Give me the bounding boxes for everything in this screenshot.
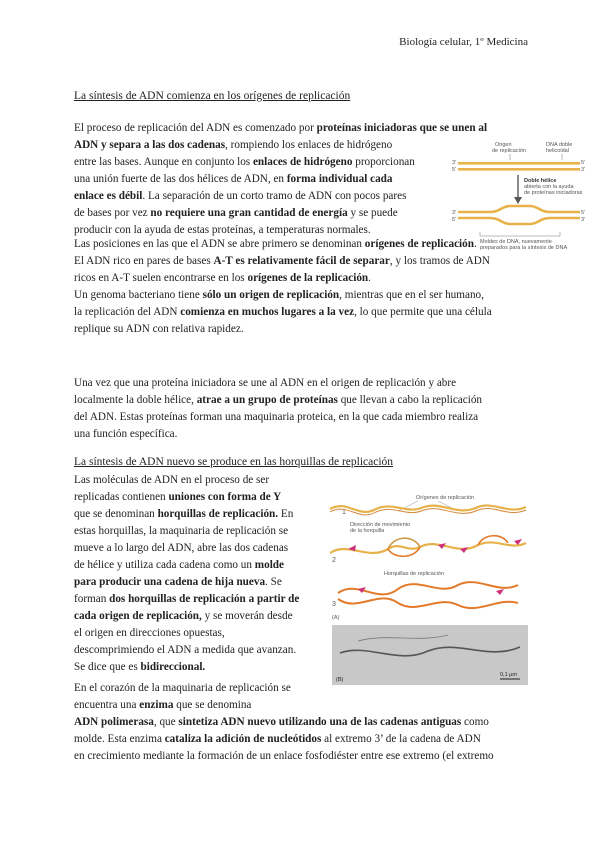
fig1-helix-label-3: de proteínas iniciadoras [524,190,583,196]
bold-text: A-T es relativamente fácil de separar [213,255,390,267]
text-run: que se denominan [74,508,158,520]
paragraph-replication-origins [74,236,492,338]
text-line [74,659,299,676]
fig1-dna-label: DNA doble [546,142,573,148]
text-run: el origen en direcciones opuestas, [74,627,225,639]
text-run: una unión fuerte de las dos hélices de ADN, en [74,173,287,185]
text-line [74,287,492,304]
fig2-panel-a: (A) [332,615,340,621]
text-run: , lo que permite que una célula [354,306,492,318]
text-run: molde. Esta enzima [74,733,165,745]
fig1-origin-label-2: de replicación [492,148,526,154]
fig2-micrograph [332,625,528,685]
bold-text: enzima [139,699,174,711]
bold-text: proteínas iniciadoras que se unen al [316,122,488,134]
fig1-open-top-strand [458,206,580,212]
text-line [74,171,487,188]
text-line [74,472,299,489]
text-run: . [368,272,371,284]
paragraph-initiator-proteins [74,120,487,239]
text-run: Se dice que es [74,661,141,673]
text-run: como [461,716,489,728]
fig2-origins-label: Orígenes de replicación [416,495,475,501]
text-run: En [278,508,294,520]
text-run: Una vez que una proteína iniciadora se une al ADN en el origen de replicación y abre [74,377,457,389]
text-run: del ADN. Estas proteínas forman una maquinaria proteica, en la que cada miembro realiza [74,411,479,423]
text-run: , rompiendo los enlaces de hidrógeno [225,139,393,151]
bold-text: comienza en muchos lugares a la vez [180,306,355,318]
text-line [74,714,494,731]
fig2-step-3: 3 [332,601,336,608]
bold-text: enlaces de hidrógeno [252,156,353,168]
fig1-helix-label-2: abierta con la ayuda [524,184,574,190]
text-run: descomprimiendo el ADN a medida que avanzan. [74,644,297,656]
heading-origins: La síntesis de ADN comienza en los orígenes de replicación [74,90,351,102]
text-line [74,304,492,321]
fig2-step-2: 2 [332,557,336,564]
fig2-forks-label: Horquillas de replicación [384,571,444,577]
text-line [74,392,482,409]
bold-text: cada origen de replicación, [74,610,202,622]
text-line [74,137,487,154]
heading-replication-forks: La síntesis de ADN nuevo se produce en las horquillas de replicación [74,456,394,468]
text-run: forman [74,593,110,605]
fig1-open-bottom-strand [458,218,580,224]
fig1-top-strand [458,162,580,165]
text-line [74,680,494,697]
text-run: y se moverán desde [201,610,293,622]
text-line [74,557,299,574]
text-line [74,731,494,748]
fig1-bottom-strand [458,168,580,171]
text-line [74,253,492,270]
text-line [74,426,482,443]
text-line [74,642,299,659]
bold-text: atrae a un grupo de proteínas [196,394,338,406]
text-line [74,748,494,765]
text-run: , mientras que en el ser humano, [339,289,484,301]
bold-text: sintetiza ADN nuevo utilizando una de las cadenas antiguas [178,716,462,728]
page-header: Biología celular, 1º Medicina [399,36,528,48]
text-run: El proceso de replicación del ADN es comenzado por [74,122,317,134]
fig1-strand-end-3b: 3' [581,167,586,173]
bold-text: forma individual cada [286,173,393,185]
text-run: localmente la doble hélice, [74,394,197,406]
text-run: encuentra una [74,699,140,711]
paragraph-protein-machinery [74,375,482,443]
bold-text: sólo un origen de replicación [202,289,340,301]
text-line [74,270,492,287]
text-run: la replicación del ADN [74,306,181,318]
text-line [74,608,299,625]
text-line [74,523,299,540]
bold-text: ADN polimerasa [74,716,154,728]
fig1-strand-end-3a: 3' [452,160,457,166]
text-run: Un genoma bacteriano tiene [74,289,203,301]
text-run: . [473,238,477,250]
fig1-strand-end-5a: 5' [452,167,457,173]
fig2-step-1: 1 [342,509,346,516]
bold-text: orígenes de la replicación [247,272,369,284]
text-run: de hélice y utiliza cada cadena como un [74,559,255,571]
bold-text: dos horquillas de replicación a partir de [109,593,300,605]
bold-text: horquillas de replicación. [157,508,279,520]
text-run: una función específica. [74,428,178,440]
fig2-direction-label: Dirección de movimiento [350,522,411,528]
paragraph-replication-forks [74,472,299,676]
text-run: estas horquillas, la maquinaria de replicación se [74,525,289,537]
text-run: , y los tramos de ADN [389,255,490,267]
fig2-scale-bar-label: 0,1 µm [500,672,517,678]
fig1-templates-label-2: preparados para la síntesis de DNA [480,245,568,251]
bold-text: cataliza la adición de nucleótidos [164,733,322,745]
text-run: El ADN rico en pares de bases [74,255,214,267]
text-line [74,409,482,426]
bold-text: uniones con forma de Y [168,491,282,503]
text-line [74,540,299,557]
text-run: mueve a lo largo del ADN, abre las dos cadenas [74,542,289,554]
text-line [74,506,299,523]
bold-text: bidireccional. [140,661,206,673]
text-run: que llevan a cabo la replicación [337,394,483,406]
fig1-origin-label: Origen [495,142,512,148]
text-run: En el corazón de la maquinaria de replicación se [74,682,291,694]
fig1-strand-end-3c: 3' [452,210,457,216]
text-run: Las posiciones en las que el ADN se abre primero se denominan [74,238,365,250]
text-run: producir con la ayuda de estas proteínas, a temperaturas normales. [74,224,371,236]
text-run: replicadas contienen [74,491,169,503]
text-line [74,120,487,137]
text-run: , que [153,716,179,728]
text-run: . Se [265,576,282,588]
fig1-templates-label: Moldes de DNA, nuevamente [480,239,552,245]
text-line [74,321,492,338]
bold-text: ADN y separa a las dos cadenas [74,139,226,151]
text-run: replique su ADN con relativa rapidez. [74,323,244,335]
text-run: al extremo 3’ de la cadena de ADN [321,733,481,745]
replication-forks-figure [328,493,528,693]
fig1-strand-end-5c: 5' [452,217,457,223]
text-line [74,697,494,714]
text-run: Las moléculas de ADN en el proceso de ser [74,474,270,486]
fig1-dna-label-2: helicoidal [546,148,569,154]
paragraph-dna-polymerase [74,680,494,765]
bold-text: orígenes de replicación [364,238,474,250]
text-run: . La separación de un corto tramo de ADN con pocos pares [142,190,407,202]
fig2-direction-label-2: de la horquilla [350,528,385,534]
text-run: proporcionan [352,156,415,168]
text-run: que se denomina [173,699,252,711]
bold-text: molde [254,559,284,571]
text-line [74,375,482,392]
text-line [74,574,299,591]
fig1-strand-end-3d: 3' [581,217,586,223]
bold-text: enlace es débil [74,190,143,202]
fig2-panel-b: (B) [336,677,344,683]
text-line [74,625,299,642]
text-line [74,154,487,171]
text-line [74,591,299,608]
text-line [74,188,487,205]
fig2-dna-2 [330,542,526,553]
text-line [74,236,492,253]
fig1-helix-label: Doble hélice [524,178,557,184]
text-run: y se puede [347,207,398,219]
fig1-strand-end-5b: 5' [581,160,586,166]
text-line [74,205,487,222]
text-run: en crecimiento mediante la formación de un enlace fosfodiéster entre ese extremo (el extremo [74,750,494,762]
bold-text: para producir una cadena de hija nueva [74,576,266,588]
bold-text: no requiere una gran cantidad de energía [150,207,348,219]
text-line [74,489,299,506]
text-run: entre las bases. Aunque en conjunto los [74,156,253,168]
text-run: de bases por vez [74,207,151,219]
text-run: ricos en A-T suelen encontrarse en los [74,272,248,284]
fig1-strand-end-5d: 5' [581,210,586,216]
